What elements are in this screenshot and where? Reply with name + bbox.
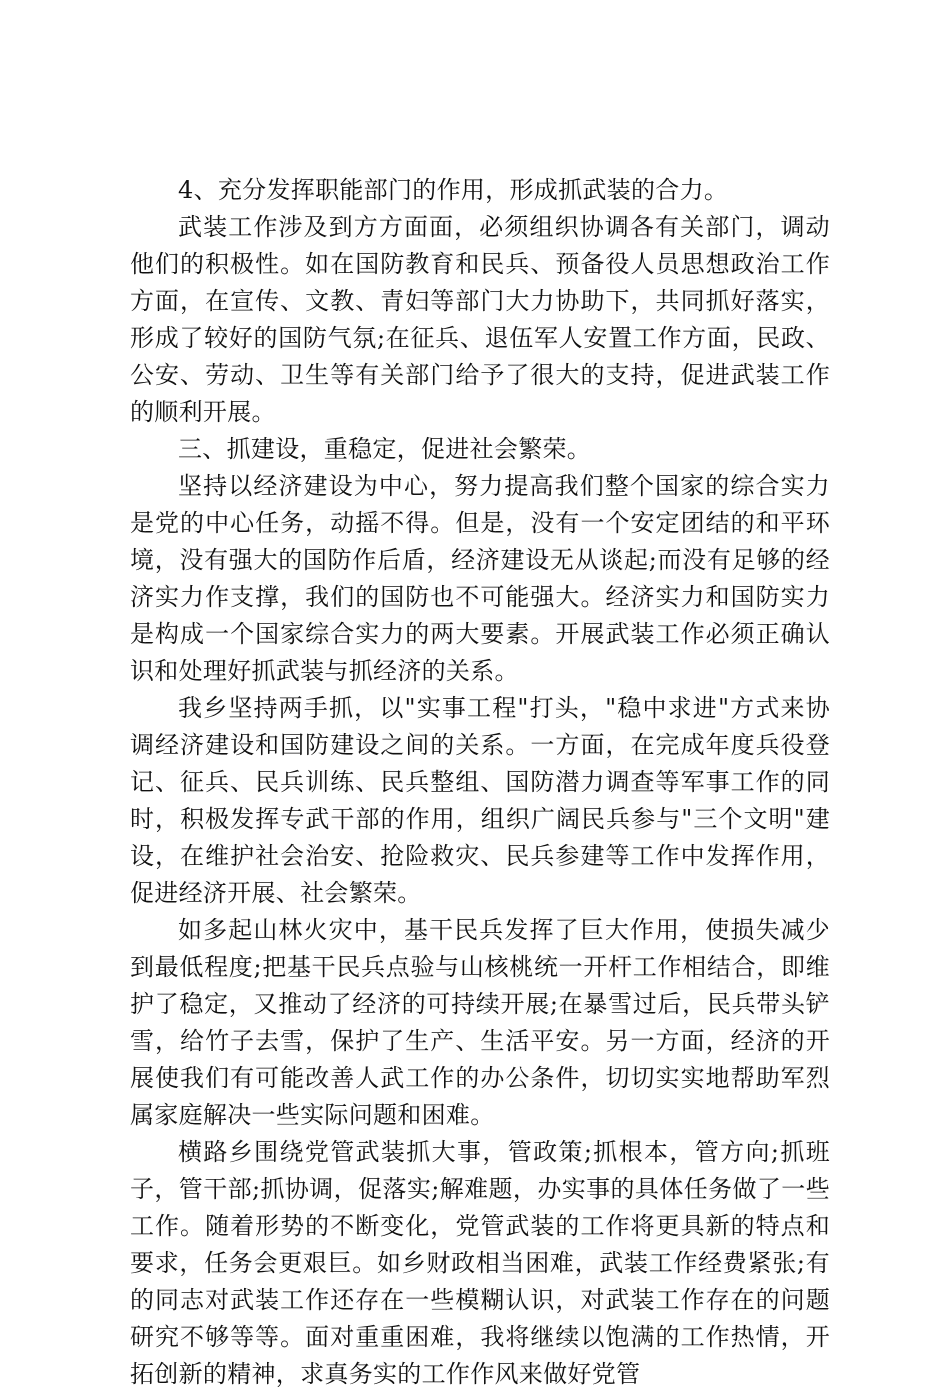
paragraph-conclusion: 横路乡围绕党管武装抓大事，管政策;抓根本，管方向;抓班子，管干部;抓协调，促落实;解难题，办实事的具体任务做了一些工作。随着形势的不断变化，党管武装的工作将更具新的特点和要求，任务会更艰巨。如乡财政相当困难，武装工作经费紧张;有的同志对武装工作还存在一些模糊认识，对武装工作存在的问题研究不够等等。面对重重困难，我将继续以饱满的工作热情，开拓创新的精神，求真务实的工作作风来做好党管	[130, 1138, 830, 1388]
paragraph-coordination: 武装工作涉及到方方面面，必须组织协调各有关部门，调动他们的积极性。如在国防教育和民兵、预备役人员思想政治工作方面，在宣传、文教、青妇等部门大力协助下，共同抓好落实，形成了较好的国防气氛;在征兵、退伍军人安置工作方面，民政、公安、劳动、卫生等有关部门给予了很大的支持，促进武装工作的顺利开展。	[130, 213, 830, 426]
document-body	[130, 172, 830, 1393]
paragraph-two-hands: 我乡坚持两手抓，以"实事工程"打头，"稳中求进"方式来协调经济建设和国防建设之间的关系。一方面，在完成年度兵役登记、征兵、民兵训练、民兵整组、国防潜力调查等军事工作的同时，积极发挥专武干部的作用，组织广阔民兵参与"三个文明"建设，在维护社会治安、抢险救灾、民兵参建等工作中发挥作用，促进经济开展、社会繁荣。	[130, 694, 830, 907]
paragraph-examples: 如多起山林火灾中，基干民兵发挥了巨大作用，使损失减少到最低程度;把基干民兵点验与山核桃统一开杆工作相结合，即维护了稳定，又推动了经济的可持续开展;在暴雪过后，民兵带头铲雪，给竹子去雪，保护了生产、生活平安。另一方面，经济的开展使我们有可能改善人武工作的办公条件，切切实实地帮助军烈属家庭解决一些实际问题和困难。	[130, 916, 830, 1129]
paragraph-economic-center: 坚持以经济建设为中心，努力提高我们整个国家的综合实力是党的中心任务，动摇不得。但是，没有一个安定团结的和平环境，没有强大的国防作后盾，经济建设无从谈起;而没有足够的经济实力作支撑，我们的国防也不可能强大。经济实力和国防实力是构成一个国家综合实力的两大要素。开展武装工作必须正确认识和处理好抓武装与抓经济的关系。	[130, 472, 830, 685]
paragraph-section-heading-4: 4、充分发挥职能部门的作用，形成抓武装的合力。	[178, 176, 729, 204]
paragraph-section-heading-3: 三、抓建设，重稳定，促进社会繁荣。	[178, 435, 592, 463]
